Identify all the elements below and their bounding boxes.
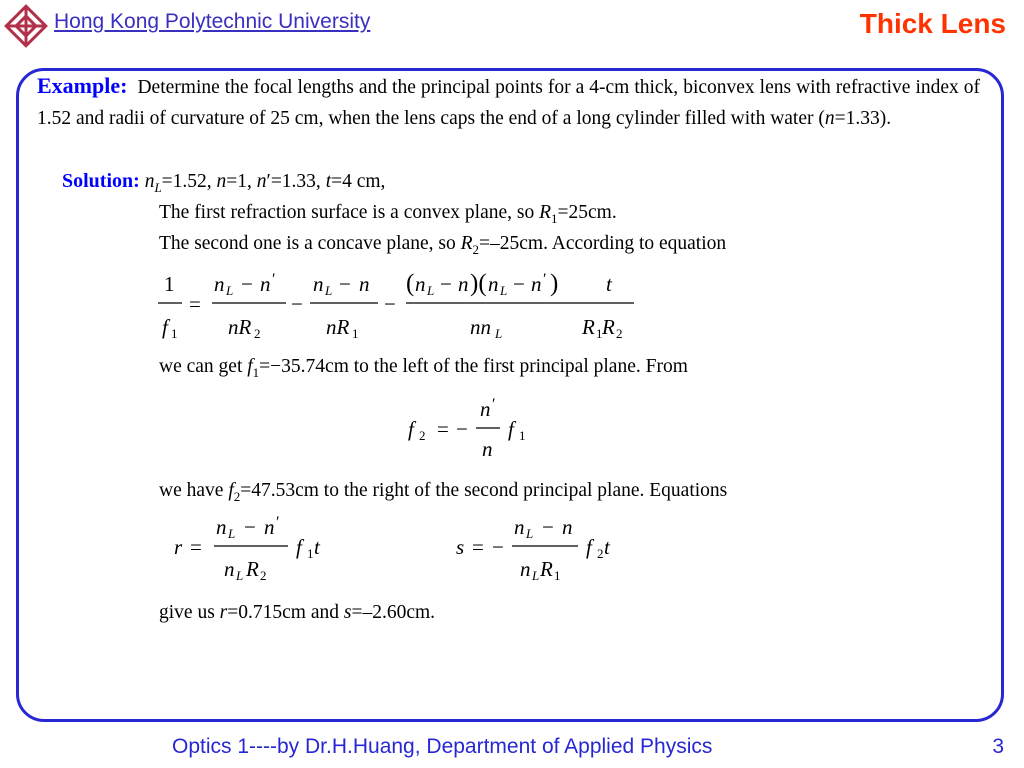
svg-text:L: L bbox=[526, 526, 534, 541]
line5-mid: =0.715cm and bbox=[227, 602, 344, 623]
university-link[interactable]: Hong Kong Polytechnic University bbox=[54, 10, 371, 33]
svg-text:nR: nR bbox=[326, 315, 350, 339]
example-paragraph bbox=[37, 70, 980, 134]
focal-ratio-equation bbox=[400, 394, 540, 464]
svg-text:n: n bbox=[415, 272, 426, 296]
s-equation bbox=[448, 512, 638, 588]
line2-post: =–25cm. According to equation bbox=[479, 233, 727, 254]
svg-text:−: − bbox=[542, 515, 554, 539]
svg-text:n: n bbox=[214, 272, 225, 296]
svg-text:n: n bbox=[359, 272, 370, 296]
svg-text:n: n bbox=[216, 515, 227, 539]
svg-text:s: s bbox=[456, 535, 465, 559]
svg-text:1: 1 bbox=[164, 272, 175, 296]
svg-text:t: t bbox=[604, 535, 610, 559]
svg-text:L: L bbox=[532, 568, 540, 583]
svg-text:(: ( bbox=[406, 270, 415, 297]
line5-pre: give us bbox=[159, 602, 220, 623]
svg-text:1: 1 bbox=[171, 326, 178, 341]
svg-text:−: − bbox=[291, 292, 303, 316]
svg-text:2: 2 bbox=[597, 546, 604, 561]
svg-text:nn: nn bbox=[470, 315, 491, 339]
svg-text:1: 1 bbox=[554, 568, 561, 583]
example-n-var: n bbox=[824, 108, 835, 129]
svg-text:′: ′ bbox=[492, 396, 496, 413]
solution-line-2: The second one is a concave plane, so $R_2=-25cm$. According to equation bbox=[159, 233, 727, 257]
svg-text:n: n bbox=[482, 437, 493, 461]
svg-text:−: − bbox=[384, 292, 396, 316]
svg-text:t: t bbox=[606, 272, 612, 296]
param-nl: =1.52, bbox=[161, 171, 217, 192]
svg-text:n: n bbox=[514, 515, 525, 539]
solution-line-1: The first refraction surface is a convex plane, so $R_1=25cm$. bbox=[159, 202, 617, 226]
svg-text:R: R bbox=[582, 315, 595, 339]
line4-post: =47.53cm to the right of the second principal plane. Equations bbox=[240, 480, 728, 501]
svg-text:)(: )( bbox=[470, 270, 487, 297]
line5-post: =–2.60cm. bbox=[351, 602, 436, 623]
line3-pre: we can get bbox=[159, 356, 248, 377]
svg-text:−: − bbox=[492, 535, 504, 559]
svg-text:−: − bbox=[244, 515, 256, 539]
svg-text:n: n bbox=[264, 515, 275, 539]
svg-text:2: 2 bbox=[616, 326, 623, 341]
svg-text:f: f bbox=[296, 535, 302, 559]
svg-text:=: = bbox=[190, 535, 202, 559]
param-t: =4 cm, bbox=[331, 171, 386, 192]
solution-line: Solution: $n_L=1.52$, n=1, n′=1.33, t=4 cm, bbox=[62, 170, 386, 195]
svg-text:n: n bbox=[224, 557, 235, 581]
svg-text:L: L bbox=[495, 326, 503, 341]
svg-text:t: t bbox=[314, 535, 320, 559]
svg-text:−: − bbox=[513, 272, 525, 296]
svg-text:′: ′ bbox=[272, 271, 276, 288]
svg-text:L: L bbox=[427, 283, 435, 298]
line3-post: =−35.74cm to the left of the first principal plane. From bbox=[259, 356, 688, 377]
svg-text:2: 2 bbox=[254, 326, 261, 341]
svg-text:r: r bbox=[174, 535, 183, 559]
svg-text:L: L bbox=[228, 526, 236, 541]
solution-line-5: give us r=0.715cm and s=–2.60cm. bbox=[159, 602, 436, 623]
line2-pre: The second one is a concave plane, so bbox=[159, 233, 461, 254]
svg-text:n: n bbox=[562, 515, 573, 539]
svg-text:1: 1 bbox=[519, 428, 526, 443]
svg-text:1: 1 bbox=[352, 326, 359, 341]
param-n: =1, bbox=[226, 171, 257, 192]
svg-text:−: − bbox=[440, 272, 452, 296]
footer-credit: Optics 1----by Dr.H.Huang, Department of Applied Physics bbox=[172, 735, 713, 758]
svg-text:f: f bbox=[162, 315, 168, 339]
svg-text:R: R bbox=[602, 315, 615, 339]
solution-line-4: we have $f_2=47.53cm$ to the right of the second principal plane. Equations bbox=[159, 480, 728, 504]
svg-text:f: f bbox=[408, 417, 414, 441]
svg-text:L: L bbox=[500, 283, 508, 298]
svg-text:1: 1 bbox=[596, 326, 603, 341]
svg-text:L: L bbox=[236, 568, 244, 583]
r-equation bbox=[168, 512, 348, 588]
solution-label: Solution: bbox=[62, 170, 140, 192]
university-logo-icon bbox=[2, 2, 50, 50]
svg-text:1: 1 bbox=[307, 546, 314, 561]
svg-text:=: = bbox=[472, 535, 484, 559]
svg-text:=: = bbox=[189, 292, 201, 316]
page-number: 3 bbox=[992, 735, 1004, 758]
svg-text:n: n bbox=[458, 272, 469, 296]
svg-text:2: 2 bbox=[419, 428, 426, 443]
svg-text:n: n bbox=[260, 272, 271, 296]
svg-text:R: R bbox=[246, 557, 259, 581]
solution-line-3: we can get $f_1=-35.74cm$ to the left of the first principal plane. From bbox=[159, 356, 688, 380]
svg-text:n: n bbox=[520, 557, 531, 581]
svg-text:f: f bbox=[508, 417, 514, 441]
example-label: Example: bbox=[37, 73, 128, 98]
svg-text:L: L bbox=[325, 283, 333, 298]
lensmaker-equation bbox=[150, 262, 650, 344]
svg-text:n: n bbox=[480, 397, 491, 421]
svg-text:n: n bbox=[488, 272, 499, 296]
param-nprime: ′=1.33, bbox=[266, 171, 326, 192]
slide-title: Thick Lens bbox=[859, 8, 1006, 39]
example-text: Determine the focal lengths and the principal points for a 4-cm thick, biconvex lens with refractive index of 1.52 and radii of curvature of 25 cm, when the lens caps the end of a long cylinder filled with water ( bbox=[37, 77, 981, 129]
svg-text:=: = bbox=[437, 417, 449, 441]
svg-text:): ) bbox=[550, 270, 559, 297]
svg-text:n: n bbox=[531, 272, 542, 296]
svg-text:R: R bbox=[540, 557, 553, 581]
example-end: =1.33). bbox=[834, 108, 892, 129]
svg-text:−: − bbox=[241, 272, 253, 296]
svg-text:nR: nR bbox=[228, 315, 252, 339]
line1-pre: The first refraction surface is a convex plane, so bbox=[159, 202, 540, 223]
svg-text:−: − bbox=[456, 417, 468, 441]
line4-pre: we have bbox=[159, 480, 229, 501]
svg-text:f: f bbox=[586, 535, 592, 559]
svg-text:n: n bbox=[313, 272, 324, 296]
svg-text:′: ′ bbox=[276, 514, 280, 531]
line1-post: =25cm. bbox=[557, 202, 617, 223]
svg-text:′: ′ bbox=[543, 271, 547, 288]
svg-text:2: 2 bbox=[260, 568, 267, 583]
svg-text:−: − bbox=[339, 272, 351, 296]
svg-text:L: L bbox=[226, 283, 234, 298]
